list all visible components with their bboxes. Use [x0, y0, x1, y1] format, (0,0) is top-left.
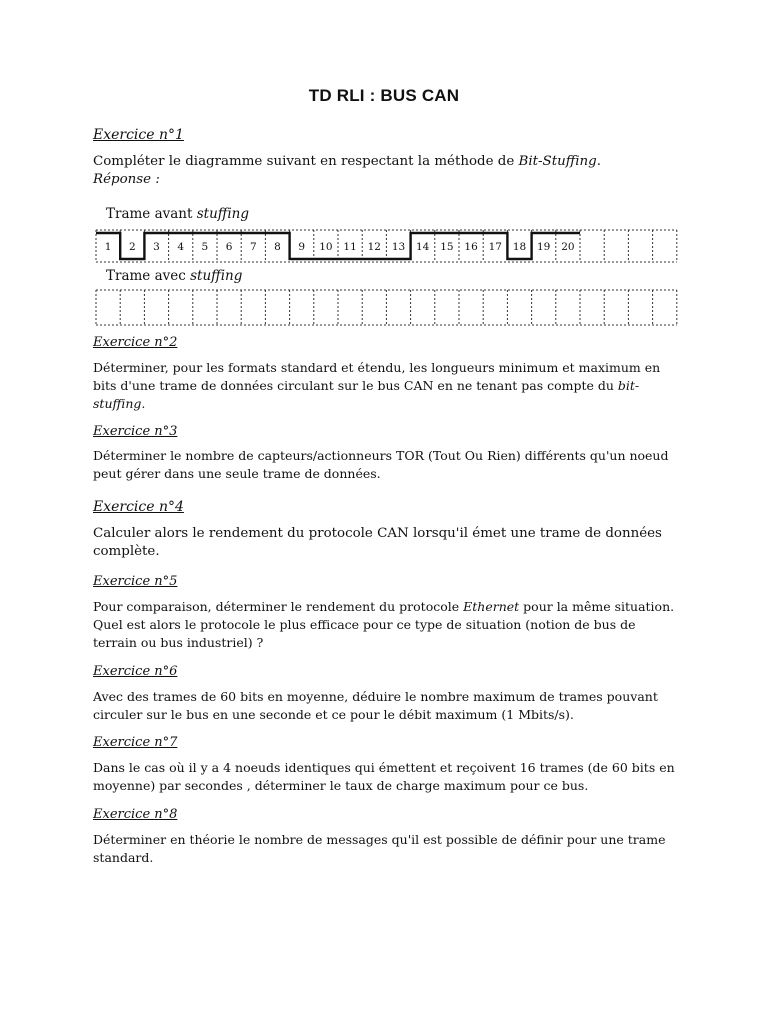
bit-number: 20 [561, 241, 575, 253]
bit-number: 17 [488, 241, 502, 253]
exercise-1-text-emphasis: Bit-Stuffing [518, 154, 597, 169]
page-title: TD RLI : BUS CAN [308, 86, 460, 105]
exercise-8-text: Déterminer en théorie le nombre de messages qu'il est possible de définir pour une trame standard. [93, 832, 666, 865]
exercise-1-heading: Exercice n°1 [93, 127, 184, 143]
answer-label: Réponse : [93, 172, 160, 187]
bit-number: 1 [104, 241, 112, 253]
exercise-2-text-suffix: . [141, 396, 146, 411]
exercise-1-text-suffix: . [596, 154, 601, 169]
frame-before-label-emphasis: stuffing [196, 206, 250, 222]
exercise-6-heading: Exercice n°6 [93, 664, 178, 679]
exercise-5-text-prefix: Pour comparaison, déterminer le rendement du protocole [93, 599, 464, 614]
exercise-2-text [93, 359, 683, 413]
bit-number: 11 [343, 241, 357, 253]
frame-before-label-text: Trame avant [106, 206, 197, 222]
bit-number: 9 [298, 241, 306, 253]
bit-number: 14 [416, 241, 430, 253]
exercise-3-text: Déterminer le nombre de capteurs/actionneurs TOR (Tout Ou Rien) différents qu'un noeud peut gérer dans une seule trame de données. [93, 448, 669, 481]
exercise-8-heading: Exercice n°8 [93, 807, 178, 822]
bit-number: 4 [177, 241, 185, 253]
bit-number: 13 [391, 241, 406, 253]
exercise-7-text: Dans le cas où il y a 4 noeuds identiques qui émettent et reçoivent 16 trames (de 60 bits en moyenne) par secondes , déterminer le taux de charge maximum pour ce bus. [93, 760, 675, 793]
bit-number: 6 [225, 241, 233, 253]
bit-number: 7 [249, 241, 257, 253]
bit-number: 2 [128, 241, 136, 253]
exercise-4-heading: Exercice n°4 [93, 499, 184, 515]
exercise-5-text-suffix: pour la même situation. Quel est alors le protocole le plus efficace pour ce type de situation (notion de bus de terrain ou bus industriel) ? [93, 599, 675, 650]
exercise-3-heading: Exercice n°3 [93, 424, 178, 439]
bit-number: 19 [537, 241, 551, 253]
exercise-2-text-body: Déterminer, pour les formats standard et étendu, les longueurs minimum et maximum en bits d'une trame de données circulant sur le bus CAN en ne tenant pas compte du [93, 360, 661, 393]
bit-number: 12 [367, 241, 381, 253]
bit-number: 3 [153, 241, 160, 253]
frame-after-label-emphasis: stuffing [190, 268, 243, 284]
bit-number: 10 [319, 241, 333, 253]
bit-number: 8 [274, 241, 281, 253]
bit-number: 18 [512, 241, 527, 253]
exercise-4-text: Calculer alors le rendement du protocole CAN lorsqu'il émet une trame de données complète. [93, 526, 662, 559]
exercise-1-text-prefix: Compléter le diagramme suivant en respectant la méthode de [93, 154, 519, 169]
exercise-2-heading: Exercice n°2 [93, 335, 178, 350]
exercise-7-heading: Exercice n°7 [93, 735, 178, 750]
exercise-6-text: Avec des trames de 60 bits en moyenne, déduire le nombre maximum de trames pouvant circuler sur le bus en une seconde et ce pour le débit maximum (1 Mbits/s). [93, 689, 658, 722]
exercise-5-text [93, 598, 683, 652]
exercise-2-text-emphasis: bit-stuffing [93, 378, 640, 411]
bit-number: 16 [464, 241, 478, 253]
exercise-5-heading: Exercice n°5 [93, 574, 178, 589]
exercise-5-text-emphasis: Ethernet [463, 599, 520, 614]
bit-number: 5 [201, 241, 209, 253]
bit-number: 15 [440, 241, 454, 253]
frame-after-label-text: Trame avec [106, 268, 191, 284]
